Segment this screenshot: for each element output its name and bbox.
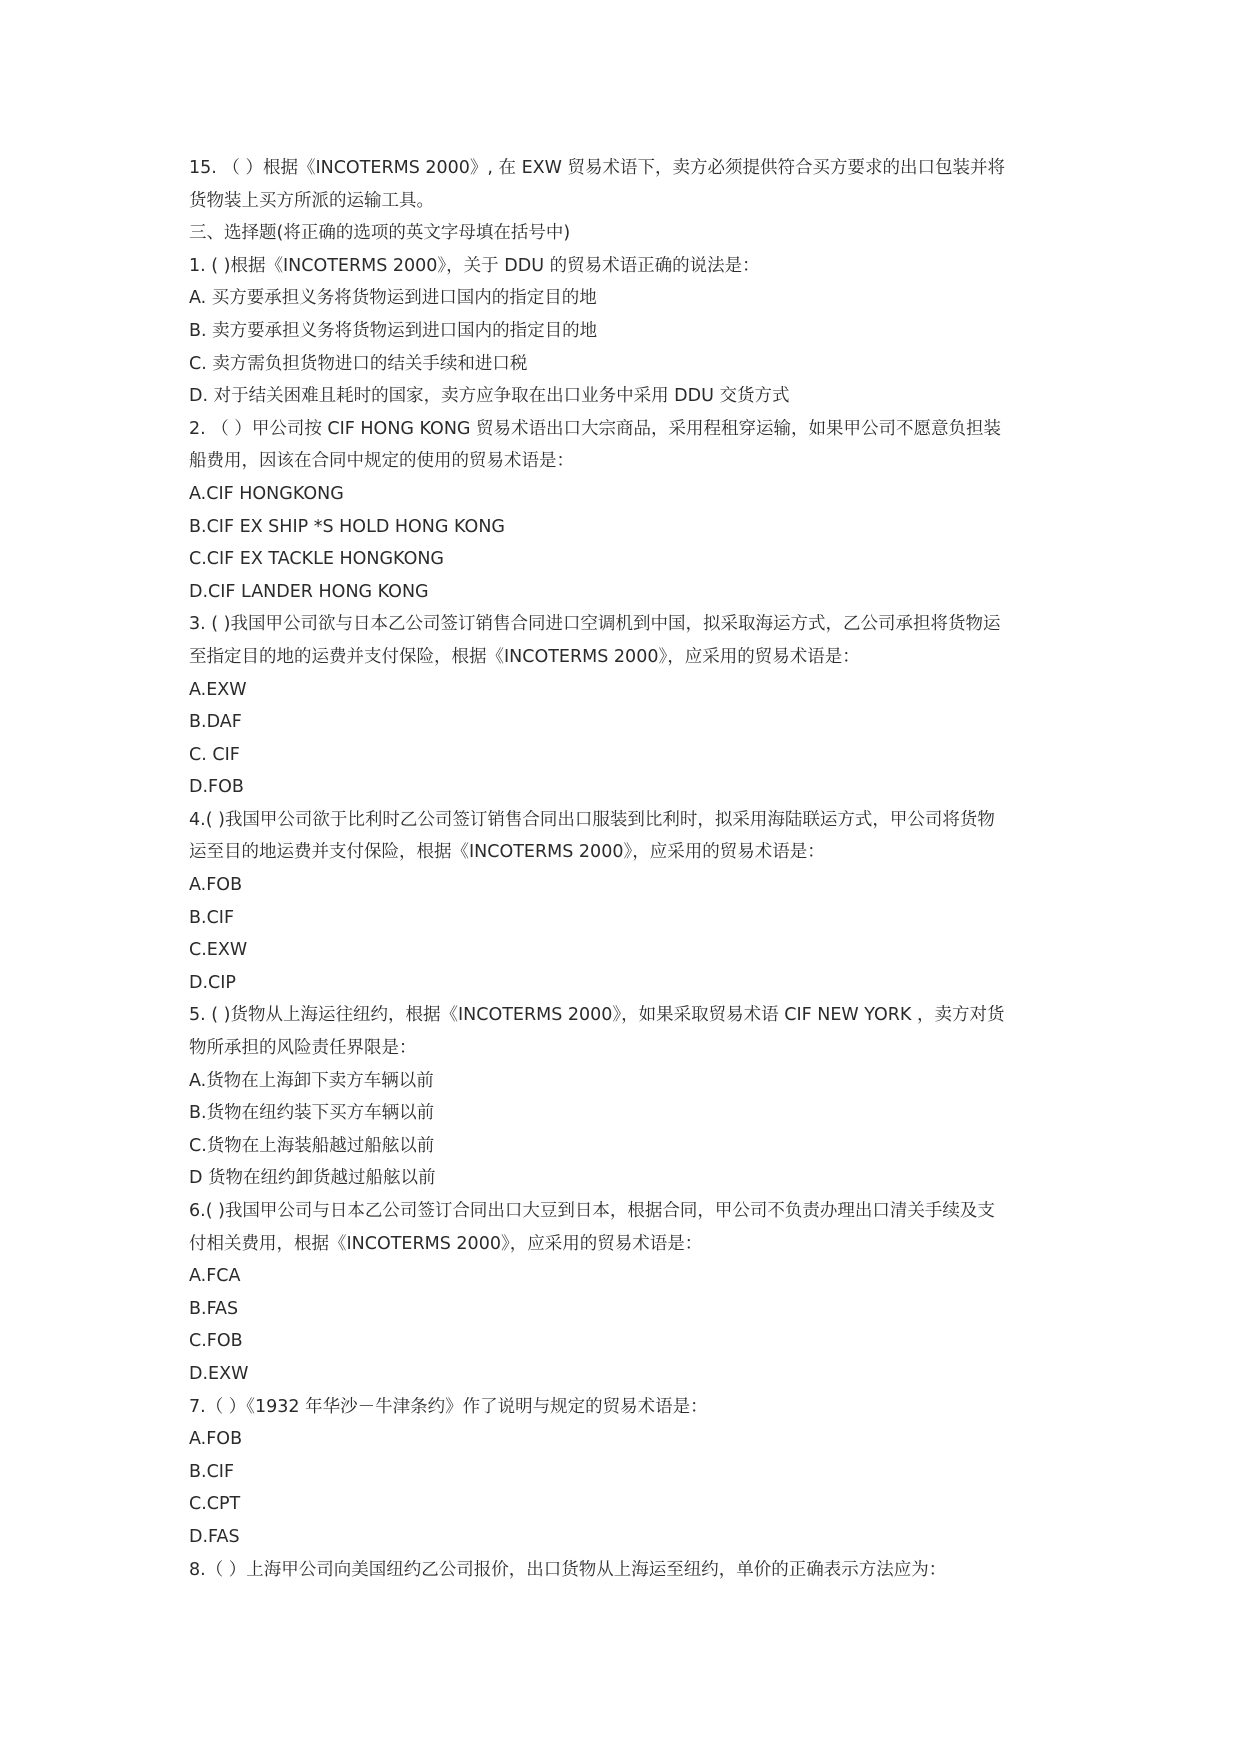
option-line: A.EXW [189, 679, 247, 700]
question-6: 6.( )我国甲公司与日本乙公司签订合同出口大豆到日本，根据合同，甲公司不负责办理出口清关手续及支 [189, 1201, 995, 1221]
option-line: C. CIF [189, 744, 240, 765]
text-line: 货物装上买方所派的运输工具。 [189, 190, 434, 211]
option-line: C. 卖方需负担货物进口的结关手续和进口税 [189, 353, 528, 374]
option-line: A.货物在上海卸下卖方车辆以前 [189, 1070, 434, 1091]
text-line: 物所承担的风险责任界限是： [189, 1038, 417, 1059]
question-3: 3. ( )我国甲公司欲与日本乙公司签订销售合同进口空调机到中国，拟采取海运方式，乙公司承担将货物运 [189, 614, 1001, 635]
question-8: 8.（ ）上海甲公司向美国纽约乙公司报价，出口货物从上海运至纽约，单价的正确表示方法应为： [189, 1559, 947, 1580]
option-line: D.CIP [189, 972, 236, 993]
option-line: C.货物在上海装船越过船舷以前 [189, 1135, 435, 1156]
question-5: 5. ( )货物从上海运往纽约，根据《INCOTERMS 2000》，如果采取贸易术语 CIF NEW YORK ，卖方对货 [189, 1005, 1005, 1026]
option-line: B.CIF [189, 1461, 235, 1482]
option-line: A.FOB [189, 1429, 243, 1450]
question-1: 1. ( )根据《INCOTERMS 2000》，关于 DDU 的贸易术语正确的说法是： [189, 255, 760, 276]
text-line: 付相关费用，根据《INCOTERMS 2000》，应采用的贸易术语是： [189, 1233, 703, 1254]
option-line: D 货物在纽约卸货越过船舷以前 [189, 1168, 436, 1189]
text-line: 至指定目的地的运费并支付保险，根据《INCOTERMS 2000》，应采用的贸易术语是： [189, 646, 860, 667]
question-7: 7.（ ）《1932 年华沙－牛津条约》作了说明与规定的贸易术语是： [189, 1396, 708, 1417]
option-line: C.CPT [189, 1494, 241, 1515]
option-line: B.FAS [189, 1298, 239, 1319]
option-line: B.CIF [189, 907, 235, 928]
text-line: 船费用，因该在合同中规定的使用的贸易术语是： [189, 451, 574, 472]
option-line: A.FCA [189, 1266, 241, 1287]
text-line: 15. （ ）根据《INCOTERMS 2000》, 在 EXW 贸易术语下，卖方必须提供符合买方要求的出口包装并将 [189, 158, 1006, 178]
option-line: B.CIF EX SHIP *S HOLD HONG KONG [189, 516, 505, 537]
question-2: 2. （ ）甲公司按 CIF HONG KONG 贸易术语出口大宗商品，采用程租穿运输，如果甲公司不愿意负担装 [189, 418, 1002, 439]
option-line: D.CIF LANDER HONG KONG [189, 581, 429, 602]
question-4: 4.( )我国甲公司欲于比利时乙公司签订销售合同出口服装到比利时，拟采用海陆联运方式，甲公司将货物 [189, 809, 995, 830]
option-line: D.FAS [189, 1526, 240, 1547]
option-line: D.EXW [189, 1363, 249, 1384]
option-line: B. 卖方要承担义务将货物运到进口国内的指定目的地 [189, 320, 598, 341]
document-body [189, 152, 1069, 1586]
option-line: C.CIF EX TACKLE HONGKONG [189, 549, 444, 570]
option-line: D.FOB [189, 777, 244, 798]
option-line: D. 对于结关困难且耗时的国家，卖方应争取在出口业务中采用 DDU 交货方式 [189, 386, 790, 407]
option-line: A.FOB [189, 875, 243, 896]
option-line: A.CIF HONGKONG [189, 483, 344, 504]
option-line: C.EXW [189, 940, 248, 961]
option-line: B.DAF [189, 712, 242, 733]
option-line: A. 买方要承担义务将货物运到进口国内的指定目的地 [189, 288, 597, 309]
option-line: B.货物在纽约装下买方车辆以前 [189, 1103, 435, 1124]
option-line: C.FOB [189, 1331, 243, 1352]
section-heading: 三、选择题(将正确的选项的英文字母填在括号中) [189, 223, 571, 244]
text-line: 运至目的地运费并支付保险，根据《INCOTERMS 2000》，应采用的贸易术语是： [189, 842, 825, 863]
